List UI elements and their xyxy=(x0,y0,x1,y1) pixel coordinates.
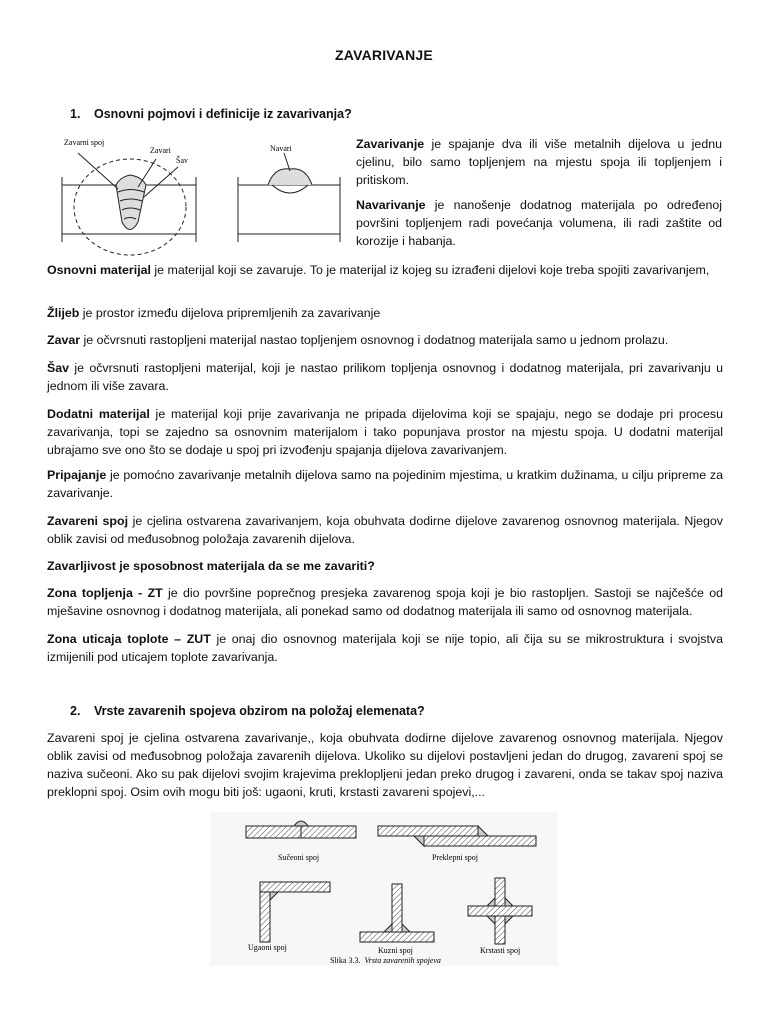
section-1-number: 1. xyxy=(70,107,81,121)
label-sav: Šav xyxy=(176,156,188,165)
definition-sav: Šav je očvrsnuti rastopljeni materijal, koji je nastao prilikom topljenja osnovnog i dodatnog materijala, pri zavarivanju u jednom ili više zavara. xyxy=(47,361,723,393)
definition-pripajanje: Pripajanje je pomoćno zavarivanje metalnih dijelova samo na pojedinim mjestima, u kratkim dužinama, u cilju pripreme za zavarivanje. xyxy=(47,468,723,500)
figure-caption xyxy=(330,956,441,965)
label-zavarni-spoj: Zavarni spoj xyxy=(64,138,105,147)
definition-zona-topljenja: Zona topljenja - ZT je dio površine poprečnog presjeka zavarenog spoja koji je bio rastopljen. Sastoji se najčešće od mješavine osnovnog i dodatnog materijala, ali ponekad samo od dodatnog materijala ili samo od osnovnog materijala. xyxy=(47,586,723,618)
label-navari: Navari xyxy=(270,144,292,153)
section-1-heading xyxy=(70,107,352,121)
figure-caption-prefix: Slika 3.3. xyxy=(330,956,361,965)
label-zavari: Zavari xyxy=(150,146,171,155)
weld-terminology-figure xyxy=(58,137,343,260)
page-title: ZAVARIVANJE xyxy=(335,47,433,63)
definition-zlijeb: Žlijeb je prostor između dijelova pripremljenih za zavarivanje xyxy=(47,306,381,320)
section-2-heading xyxy=(70,704,425,718)
section-2-number: 2. xyxy=(70,704,81,718)
label-preklepni-spoj: Preklepni spoj xyxy=(432,853,478,862)
definition-zavarivanje: Zavarivanje je spajanje dva ili više metalnih dijelova u jednu cjelinu, bilo samo topljenjem na mjestu spoja ili topljenjem i pritiskom. xyxy=(356,137,722,187)
definition-zavarljivost: Zavarljivost je sposobnost materijala da se me zavariti? xyxy=(47,559,375,573)
definition-zavareni-spoj: Zavareni spoj je cjelina ostvarena zavarivanjem, koja obuhvata dodirne dijelove zavarenog osnovnog materijala. Njegov oblik zavisi od međusobnog položaja zavarenih dijelova. xyxy=(47,514,724,546)
section-2-heading-text: Vrste zavarenih spojeva obzirom na položaj elemenata? xyxy=(94,704,425,718)
label-suceoni-spoj: Sučeoni spoj xyxy=(278,853,320,862)
definition-navarivanje: Navarivanje je nanošenje dodatnog materijala po određenoj površini topljenjem radi povećanja volumena, ili radi zaštite od korozije i habanja. xyxy=(356,198,722,248)
definition-dodatni-materijal: Dodatni materijal je materijal koji prije zavarivanja ne pripada dijelovima koji se spajaju, nego se dodaje pri procesu zavarivanja, topi se zajedno sa osnovnim materijalom i tako popunjava prostor na mjestu spoja. U dodatni materijal ubrajamo sve ono što se dodaje u spoj pri izvođenju spajanja dijelova zavarivanjem. xyxy=(47,407,724,457)
label-kuzni-spoj: Kuzni spoj xyxy=(378,946,413,955)
label-krstasti-spoj: Krstasti spoj xyxy=(480,946,521,955)
figure-caption-text: Vrsta zavarenih spojeva xyxy=(364,956,441,965)
definition-zavar: Zavar je očvrsnuti rastopljeni materijal nastao topljenjem osnovnog i dodatnog materijala samo u jednom prolazu. xyxy=(47,333,669,347)
section-2-paragraph: Zavareni spoj je cjelina ostvarena zavarivanje,, koja obuhvata dodirne dijelove zavarenog osnovnog materijala. Njegov oblik zavisi od međusobnog položaja zavarenih dijelova. Ukoliko su dijelovi postavljeni jedan do drugog, zavareni spoj se naziva sučeoni. Ako su pak dijelovi svojim krajevima preklopljeni jedan preko drugog i zavareni, onda se takav spoj naziva preklopni spoj. Osim ovih mogu biti još: ugaoni, kruti, krstasti zavareni spojevi,... xyxy=(47,731,723,799)
definition-osnovni-materijal: Osnovni materijal je materijal koji se zavaruje. To je materijal iz kojeg su izrađeni dijelovi koje treba spojiti zavarivanjem, xyxy=(47,263,710,277)
label-ugaoni-spoj: Ugaoni spoj xyxy=(248,943,287,952)
section-1-heading-text: Osnovni pojmovi i definicije iz zavarivanja? xyxy=(94,107,352,121)
definition-zona-uticaja-toplote: Zona uticaja toplote – ZUT je onaj dio osnovnog materijala koji se nije topio, ali čija su se mikrostruktura i svojstva izmijenili pod uticajem toplote zavarivanja. xyxy=(47,632,723,664)
joint-types-figure xyxy=(210,812,558,966)
